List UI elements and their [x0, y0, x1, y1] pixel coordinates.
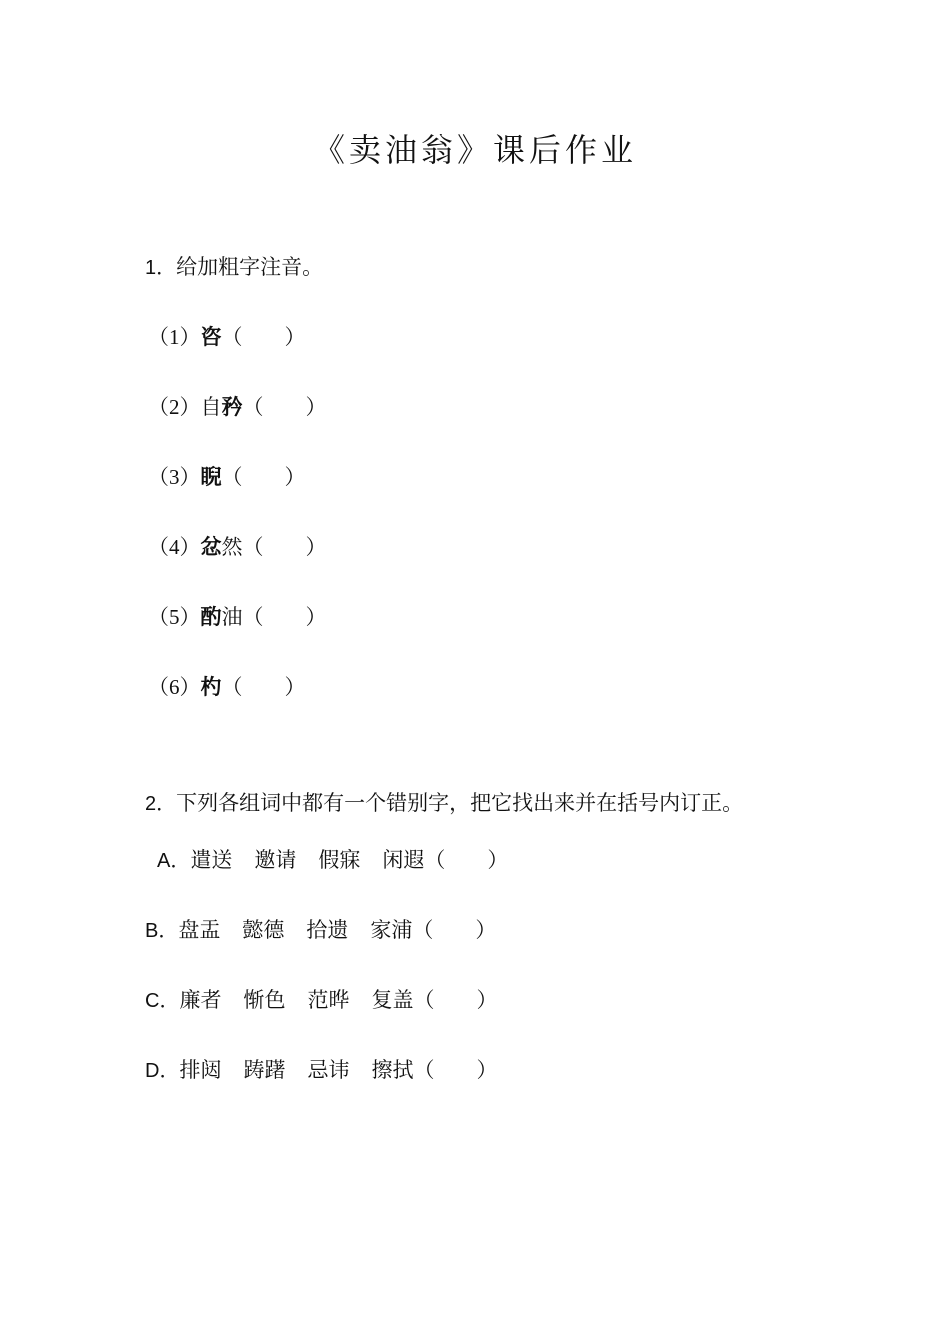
choice-word: 拾遗: [306, 918, 349, 942]
q1-item-answer-blank: （ ）: [221, 465, 306, 489]
q1-item-label: （2）: [148, 395, 201, 419]
choice-word: 假寐: [318, 848, 361, 872]
q1-item-plain-before: 自: [200, 395, 222, 419]
choice-word: 盘盂: [178, 918, 221, 942]
question-1-heading: [145, 252, 323, 283]
choice-letter: B．: [145, 920, 179, 942]
q1-item-plain-after: 然: [221, 535, 243, 559]
q1-item-answer-blank: （ ）: [242, 395, 327, 419]
q1-item-label: （4）: [148, 535, 201, 559]
choice-word: 踌躇: [243, 1058, 286, 1082]
choice-word: 忌讳: [307, 1058, 350, 1082]
q1-item-4: [148, 532, 327, 562]
q1-item-6: [148, 672, 306, 702]
q1-item-bold-char: 咨: [200, 325, 222, 349]
question-2-number: 2．: [145, 793, 177, 815]
q1-item-2: [148, 392, 327, 422]
q2-choice-a: [157, 845, 508, 876]
q1-item-answer-blank: （ ）: [221, 675, 306, 699]
q1-item-answer-blank: （ ）: [242, 535, 327, 559]
choice-word: 邀请: [254, 848, 297, 872]
choice-word: 复盖: [371, 988, 414, 1012]
choice-word: 排闼: [179, 1058, 222, 1082]
q1-item-answer-blank: （ ）: [221, 325, 306, 349]
choice-word: 擦拭: [371, 1058, 414, 1082]
question-1-number: 1．: [145, 257, 177, 279]
page-title: 《卖油翁》课后作业: [312, 132, 637, 168]
q1-item-bold-char: 忿: [200, 535, 222, 559]
choice-letter: D．: [145, 1060, 180, 1082]
q1-item-label: （6）: [148, 675, 201, 699]
choice-word: 懿德: [242, 918, 285, 942]
choice-word: 惭色: [243, 988, 286, 1012]
choice-word: 范晔: [307, 988, 350, 1012]
choice-word: 遣送: [190, 848, 233, 872]
question-2-heading: [145, 788, 743, 819]
q1-item-bold-char: 酌: [200, 605, 222, 629]
q2-choice-d: [145, 1055, 497, 1086]
q1-item-3: [148, 462, 306, 492]
question-2-prompt: 下列各组词中都有一个错别字，把它找出来并在括号内订正。: [176, 791, 744, 815]
choice-letter: A．: [157, 850, 191, 872]
q2-choice-c: [145, 985, 497, 1016]
choice-word: 廉者: [179, 988, 222, 1012]
choice-answer-blank: （ ）: [413, 988, 498, 1012]
q1-item-plain-after: 油: [221, 605, 243, 629]
choice-answer-blank: （ ）: [412, 918, 497, 942]
q1-item-label: （3）: [148, 465, 201, 489]
choice-answer-blank: （ ）: [424, 848, 509, 872]
q2-choice-b: [145, 915, 496, 946]
q1-item-5: [148, 602, 327, 632]
choice-answer-blank: （ ）: [413, 1058, 498, 1082]
question-1-prompt: 给加粗字注音。: [176, 255, 324, 279]
q1-item-label: （1）: [148, 325, 201, 349]
q1-item-1: [148, 322, 306, 352]
q1-item-bold-char: 睨: [200, 465, 222, 489]
q1-item-label: （5）: [148, 605, 201, 629]
q1-item-answer-blank: （ ）: [242, 605, 327, 629]
choice-letter: C．: [145, 990, 180, 1012]
choice-word: 家浦: [370, 918, 413, 942]
q1-item-bold-char: 矜: [221, 395, 243, 419]
q1-item-bold-char: 杓: [200, 675, 222, 699]
choice-word: 闲遐: [382, 848, 425, 872]
